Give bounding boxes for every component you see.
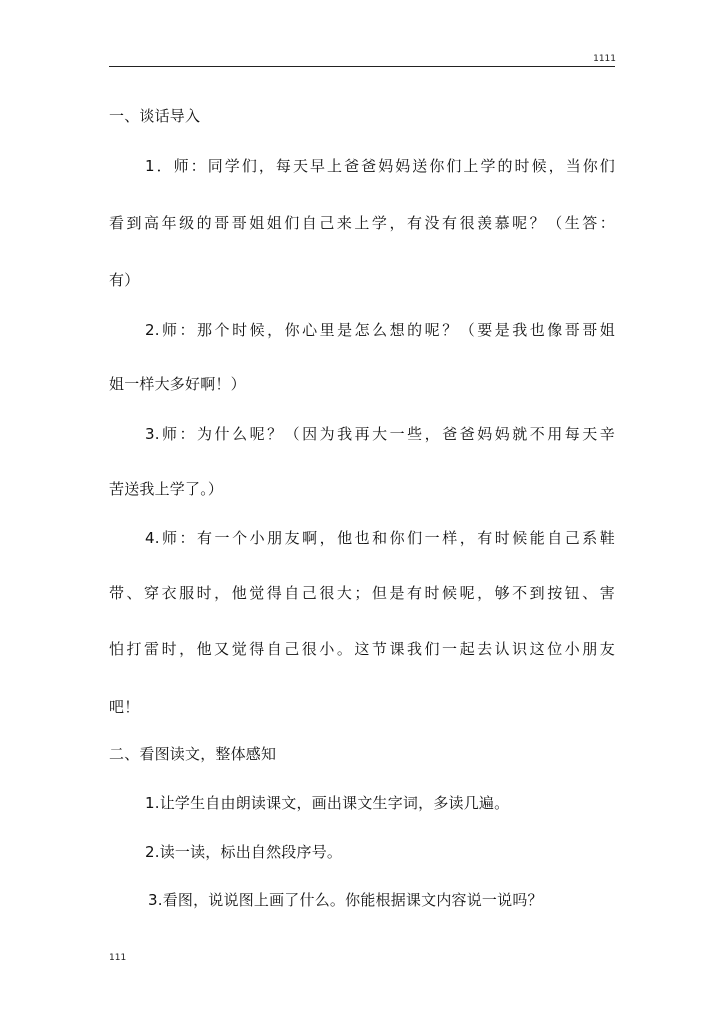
paragraph-line: 苦送我上学了。）	[109, 480, 224, 498]
list-item: 1.让学生自由朗读课文，画出课文生字词，多读几遍。	[145, 794, 510, 812]
section-heading-intro: 一、谈话导入	[109, 107, 201, 125]
paragraph-line: 带、穿衣服时，他觉得自己很大；但是有时候呢，够不到按钮、害	[109, 584, 615, 602]
section-heading-reading: 二、看图读文，整体感知	[109, 745, 277, 763]
header-page-number: 1111	[593, 54, 616, 64]
paragraph-line: 吧！	[109, 698, 140, 716]
paragraph-line: 3.师：为什么呢？（因为我再大一些，爸爸妈妈就不用每天辛	[145, 425, 615, 443]
header-divider	[109, 66, 615, 67]
paragraph-line: 2.师：那个时候，你心里是怎么想的呢？（要是我也像哥哥姐	[145, 321, 615, 339]
paragraph-line: 有）	[109, 271, 140, 289]
paragraph-line: 姐一样大多好啊！）	[109, 375, 246, 393]
paragraph-line: 怕打雷时，他又觉得自己很小。这节课我们一起去认识这位小朋友	[109, 640, 615, 658]
paragraph-line: 1．师：同学们，每天早上爸爸妈妈送你们上学的时候，当你们	[145, 157, 615, 175]
paragraph-line: 看到高年级的哥哥姐姐们自己来上学，有没有很羡慕呢？（生答：	[109, 214, 615, 232]
footer-page-number: 111	[109, 953, 127, 963]
list-item: 3.看图，说说图上画了什么。你能根据课文内容说一说吗？	[148, 891, 543, 909]
list-item: 2.读一读，标出自然段序号。	[145, 843, 343, 861]
paragraph-line: 4.师：有一个小朋友啊，他也和你们一样，有时候能自己系鞋	[145, 529, 615, 547]
